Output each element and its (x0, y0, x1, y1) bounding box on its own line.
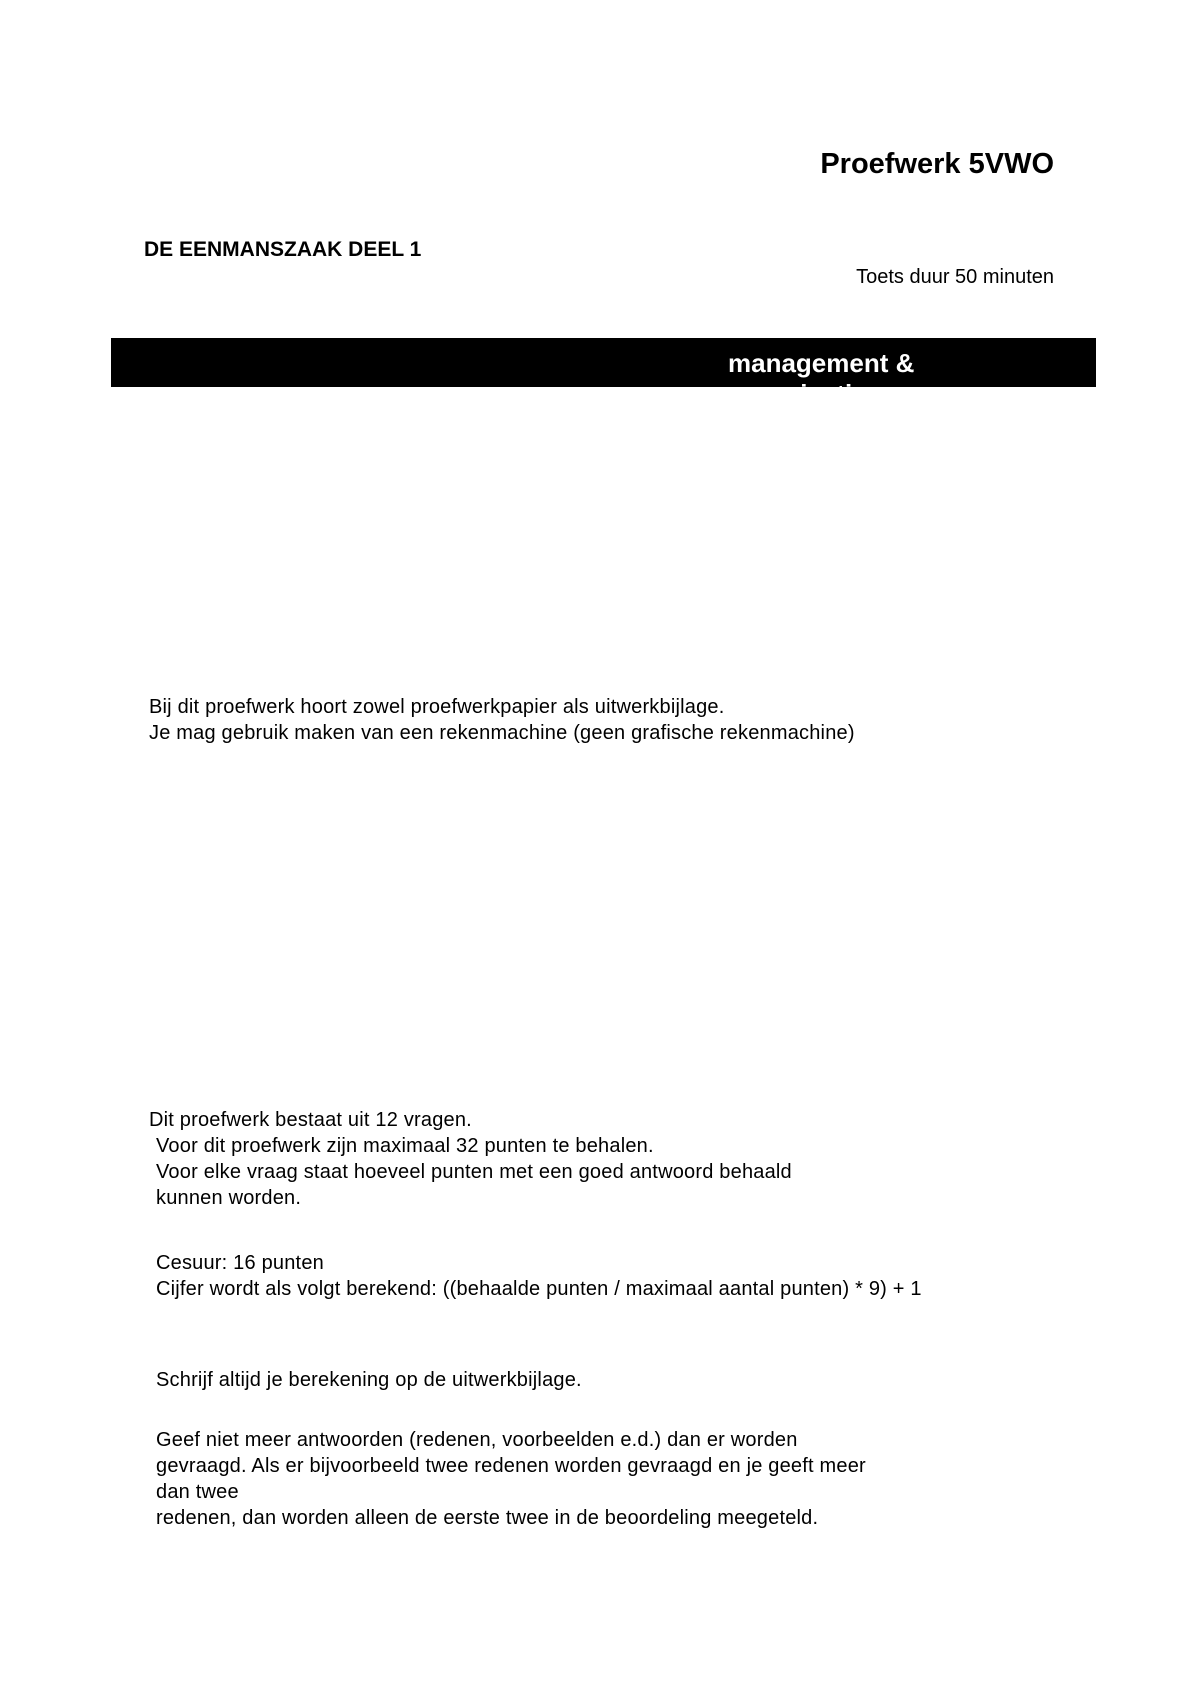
write-instruction (156, 1367, 1036, 1393)
write-line: Schrijf altijd je berekening op de uitwerkbijlage. (156, 1369, 582, 1391)
info-line: kunnen worden. (156, 1187, 302, 1209)
info-line: Voor dit proefwerk zijn maximaal 32 punten te behalen. (156, 1135, 654, 1157)
test-info-paragraph (149, 1107, 1029, 1211)
answers-line: gevraagd. Als er bijvoorbeeld twee redenen worden gevraagd en je geeft meer (156, 1455, 866, 1477)
answers-instruction (156, 1427, 1006, 1531)
test-subtitle: DE EENMANSZAAK DEEL 1 (144, 238, 422, 261)
cesuur-line: Cesuur: 16 punten (156, 1252, 324, 1274)
subject-banner-text: management & organisatie (728, 348, 915, 409)
intro-line: Je mag gebruik maken van een rekenmachine (geen grafische rekenmachine) (149, 722, 855, 744)
info-line: Voor elke vraag staat hoeveel punten met een goed antwoord behaald (156, 1161, 792, 1183)
test-duration: Toets duur 50 minuten (856, 266, 1054, 288)
intro-line: Bij dit proefwerk hoort zowel proefwerkpapier als uitwerkbijlage. (149, 696, 725, 718)
answers-line: redenen, dan worden alleen de eerste twee in de beoordeling meegeteld. (156, 1507, 819, 1529)
subject-banner (111, 338, 1096, 409)
info-line: Dit proefwerk bestaat uit 12 vragen. (149, 1109, 472, 1131)
cesuur-line: Cijfer wordt als volgt berekend: ((behaalde punten / maximaal aantal punten) * 9) + 1 (156, 1278, 922, 1300)
page-title: Proefwerk 5VWO (820, 148, 1054, 180)
cesuur-paragraph (156, 1250, 1096, 1302)
answers-line: Geef niet meer antwoorden (redenen, voorbeelden e.d.) dan er worden (156, 1429, 798, 1451)
intro-paragraph (149, 694, 1089, 746)
answers-line: dan twee (156, 1481, 239, 1503)
